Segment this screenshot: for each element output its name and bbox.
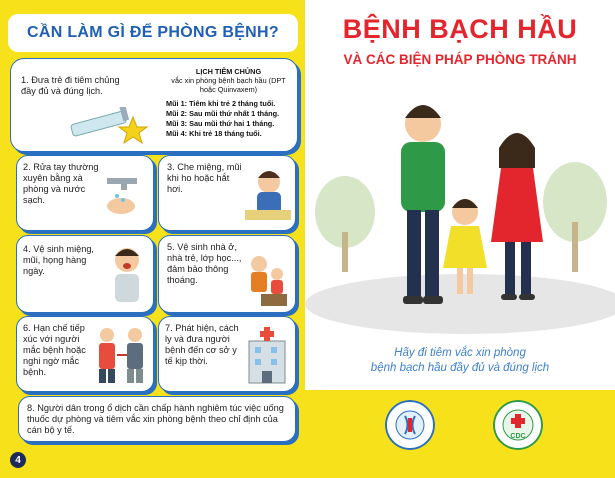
page-number: 4 — [10, 452, 26, 468]
ministry-of-health-logo-icon — [385, 400, 435, 450]
gargle-icon — [105, 244, 149, 306]
cover-bottom-bar — [305, 390, 615, 478]
dose-1: Mũi 1: Tiêm khi trẻ 2 tháng tuổi. — [166, 99, 276, 108]
step-7-text: 7. Phát hiện, cách ly và đưa người bệnh đến cơ sở y tế kịp thời. — [165, 323, 239, 366]
family-illustration — [305, 82, 615, 344]
left-panel — [0, 0, 305, 478]
slogan-line-1: Hãy đi tiêm vắc xin phòng — [394, 347, 526, 359]
step-4-text: 4. Vệ sinh miệng, mũi, họng hàng ngày. — [23, 244, 94, 276]
cover-title: BỆNH BẠCH HẦU — [342, 14, 578, 44]
vaccine-illustration — [61, 107, 151, 147]
step-1-text: 1. Đưa trẻ đi tiêm chủng đầy đủ và đúng lịch. — [21, 75, 120, 96]
cough-icon — [245, 166, 291, 222]
dose-2: Mũi 2: Sau mũi thứ nhất 1 tháng. — [166, 109, 280, 118]
step-card-3 — [158, 155, 296, 231]
handwash-icon — [101, 168, 149, 218]
step-card-2 — [16, 155, 154, 231]
step-3-text: 3. Che miệng, mũi khi ho hoặc hắt hơi. — [167, 162, 242, 194]
cdc-logo-text: CDC — [510, 433, 526, 440]
step-2-text: 2. Rửa tay thường xuyên bằng xà phòng và nước sạch. — [23, 162, 99, 205]
slogan-line-2: bệnh bạch hầu đầy đủ và đúng lịch — [370, 362, 550, 374]
step-6-text: 6. Hạn chế tiếp xúc với người mắc bệnh hoặc nghi ngờ mắc bệnh. — [23, 323, 86, 377]
cover-subtitle: VÀ CÁC BIỆN PHÁP PHÒNG TRÁNH — [343, 52, 577, 67]
step-card-4 — [16, 235, 154, 313]
step-card-8 — [18, 396, 296, 442]
step-card-5 — [158, 235, 296, 313]
cdc-logo-icon — [493, 400, 543, 450]
right-panel — [305, 0, 615, 478]
hospital-icon — [241, 323, 291, 387]
step-card-6 — [16, 316, 154, 392]
dose-4: Mũi 4: Khi trẻ 18 tháng tuổi. — [166, 129, 262, 138]
step-card-1 — [10, 58, 298, 152]
vaccine-schedule — [166, 67, 291, 138]
vaccine-schedule-title: LỊCH TIÊM CHỦNG — [195, 67, 262, 76]
vaccine-schedule-subtitle: vắc xin phòng bệnh bạch hầu (DPT hoặc Quinvaxem) — [171, 76, 286, 94]
cover-slogan — [305, 346, 615, 376]
left-title-box — [8, 14, 298, 52]
cleaning-icon — [243, 252, 291, 308]
left-title: CẦN LÀM GÌ ĐỂ PHÒNG BỆNH? — [27, 24, 279, 41]
step-5-text: 5. Vệ sinh nhà ở, nhà trẻ, lớp học..., đảm bảo thông thoáng. — [167, 242, 242, 285]
step-8-text: 8. Người dân trong ổ dịch cần chấp hành nghiêm túc việc uống thuốc dự phòng và tiêm vắc xin phòng bệnh theo chỉ định của cán bộ y tế. — [27, 403, 284, 435]
dose-3: Mũi 3: Sau mũi thứ hai 1 tháng. — [166, 119, 275, 128]
step-card-7 — [158, 316, 296, 392]
avoid-contact-icon — [91, 325, 151, 387]
